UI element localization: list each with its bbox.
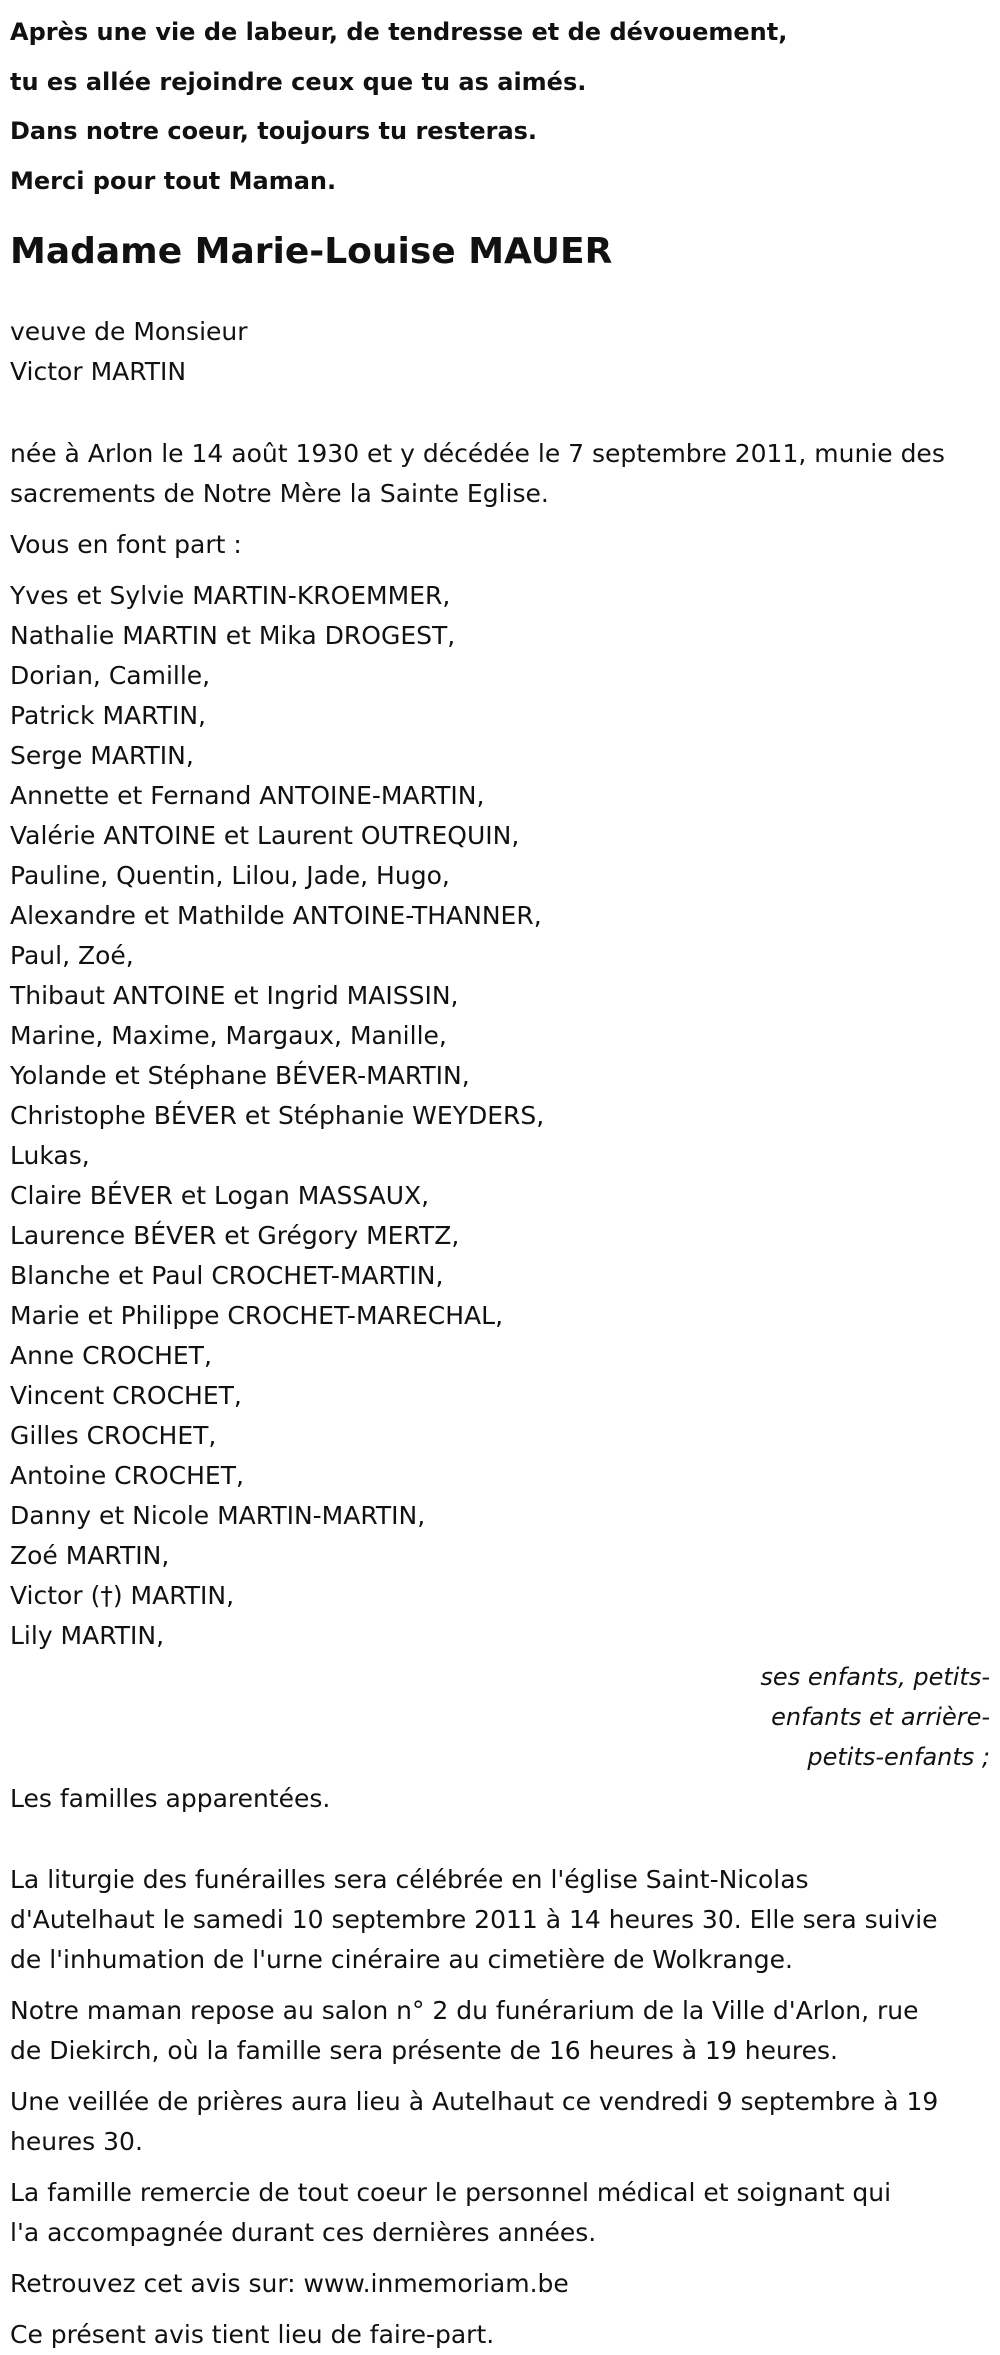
family-member: Blanche et Paul CROCHET-MARTIN,: [10, 1261, 444, 1290]
family-member: Patrick MARTIN,: [10, 701, 206, 730]
related-families: Les familles apparentées.: [10, 1784, 331, 1813]
birth-death-line: née à Arlon le 14 août 1930 et y décédée le 7 septembre 2011, munie des: [10, 439, 945, 468]
family-member: Nathalie MARTIN et Mika DROGEST,: [10, 621, 456, 650]
deceased-name: Madame Marie-Louise MAUER: [10, 231, 613, 272]
widow-line: veuve de Monsieur: [10, 317, 248, 346]
family-member: Dorian, Camille,: [10, 661, 211, 690]
funeral-liturgy: [10, 1860, 990, 1980]
liturgy-line: La liturgie des funérailles sera célébrée en l'église Saint-Nicolas: [10, 1865, 809, 1894]
relationship-line: ses enfants, petits-: [760, 1663, 990, 1691]
closing-note: Ce présent avis tient lieu de faire-part.: [10, 2320, 495, 2349]
poem-line: tu es allée rejoindre ceux que tu as aimés.: [10, 67, 587, 96]
family-member: Lily MARTIN,: [10, 1621, 165, 1650]
family-member: Danny et Nicole MARTIN-MARTIN,: [10, 1501, 426, 1530]
family-member: Marie et Philippe CROCHET-MARECHAL,: [10, 1301, 504, 1330]
vigil-line: Une veillée de prières aura lieu à Autelhaut ce vendredi 9 septembre à 19: [10, 2087, 939, 2116]
thanks-line: La famille remercie de tout coeur le personnel médical et soignant qui: [10, 2178, 892, 2207]
vigil-info: [10, 2082, 990, 2162]
family-member: Yolande et Stéphane BÉVER-MARTIN,: [10, 1061, 470, 1090]
family-member: Gilles CROCHET,: [10, 1421, 217, 1450]
family-member: Antoine CROCHET,: [10, 1461, 244, 1490]
family-member: Lukas,: [10, 1141, 90, 1170]
family-member: Alexandre et Mathilde ANTOINE-THANNER,: [10, 901, 542, 930]
poem-line: Dans notre coeur, toujours tu resteras.: [10, 117, 538, 145]
relationship-note: [10, 1657, 990, 1777]
relationship-line: petits-enfants ;: [807, 1743, 990, 1771]
liturgy-line: de l'inhumation de l'urne cinéraire au cimetière de Wolkrange.: [10, 1945, 793, 1974]
widow-of: [10, 312, 990, 392]
poem-line: Après une vie de labeur, de tendresse et de dévouement,: [10, 18, 788, 46]
liturgy-line: d'Autelhaut le samedi 10 septembre 2011 à 14 heures 30. Elle sera suivie: [10, 1905, 938, 1934]
poem: [10, 8, 990, 206]
website-note: Retrouvez cet avis sur: www.inmemoriam.be: [10, 2269, 569, 2298]
family-member: Vincent CROCHET,: [10, 1381, 242, 1410]
family-member: Claire BÉVER et Logan MASSAUX,: [10, 1181, 430, 1210]
family-member: Valérie ANTOINE et Laurent OUTREQUIN,: [10, 821, 520, 850]
birth-death-line: sacrements de Notre Mère la Sainte Eglise.: [10, 479, 549, 508]
rest-line: Notre maman repose au salon n° 2 du funérarium de la Ville d'Arlon, rue: [10, 1996, 919, 2025]
family-member: Laurence BÉVER et Grégory MERTZ,: [10, 1221, 460, 1250]
family-member: Marine, Maxime, Margaux, Manille,: [10, 1021, 447, 1050]
funeral-home-info: [10, 1991, 990, 2071]
poem-line: Merci pour tout Maman.: [10, 166, 337, 195]
family-member: Paul, Zoé,: [10, 941, 134, 970]
announce-intro: Vous en font part :: [10, 530, 242, 559]
family-member: Victor (†) MARTIN,: [10, 1581, 235, 1610]
widow-line: Victor MARTIN: [10, 357, 187, 386]
family-member: Annette et Fernand ANTOINE-MARTIN,: [10, 781, 485, 810]
family-member: Thibaut ANTOINE et Ingrid MAISSIN,: [10, 981, 459, 1010]
birth-death: [10, 434, 990, 514]
thanks-line: l'a accompagnée durant ces dernières années.: [10, 2218, 597, 2247]
relationship-line: enfants et arrière-: [771, 1703, 990, 1731]
rest-line: de Diekirch, où la famille sera présente de 16 heures à 19 heures.: [10, 2036, 838, 2065]
family-member: Yves et Sylvie MARTIN-KROEMMER,: [10, 581, 451, 610]
family-member: Christophe BÉVER et Stéphanie WEYDERS,: [10, 1101, 545, 1130]
vigil-line: heures 30.: [10, 2127, 143, 2156]
family-member: Pauline, Quentin, Lilou, Jade, Hugo,: [10, 861, 450, 890]
family-member: Anne CROCHET,: [10, 1341, 212, 1370]
family-member: Zoé MARTIN,: [10, 1541, 170, 1570]
family-members-list: [10, 576, 990, 1656]
family-member: Serge MARTIN,: [10, 741, 194, 770]
thanks-note: [10, 2173, 990, 2253]
